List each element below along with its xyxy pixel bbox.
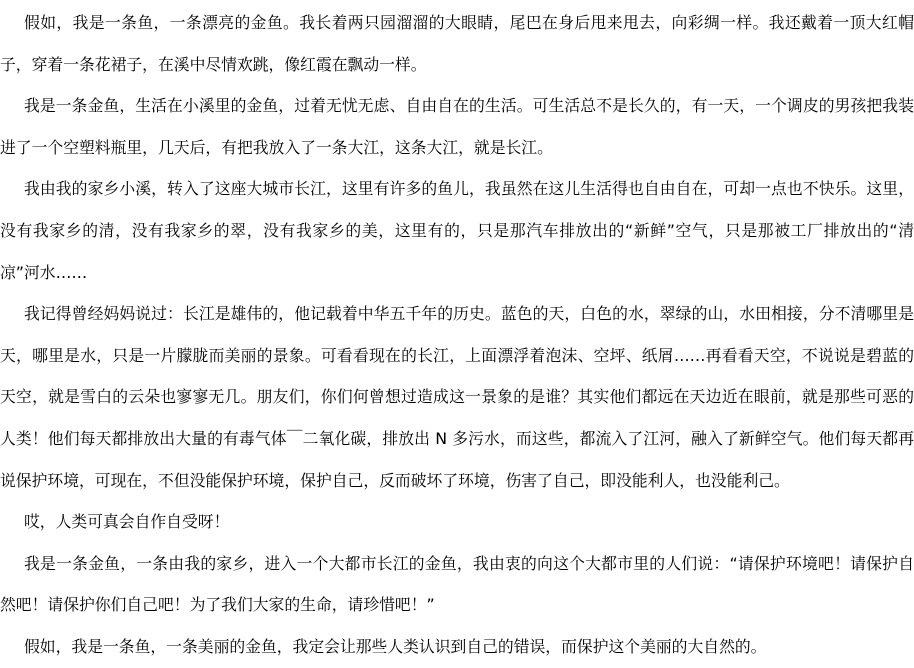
paragraph-2: 我是一条金鱼，生活在小溪里的金鱼，过着无忧无虑、自由自在的生活。可生活总不是长久的，有一天，一个调皮的男孩把我装进了一个空塑料瓶里，几天后，有把我放入了一条大江，这条大江，就是长江。 (0, 96, 914, 157)
paragraph-7: 假如，我是一条鱼，一条美丽的金鱼，我定会让那些人类认识到自己的错误，而保护这个美丽的大自然的。 (24, 636, 767, 656)
paragraph-6: 我是一条金鱼，一条由我的家乡，进入一个大都市长江的金鱼，我由衷的向这个大都市里的人们说：“请保护环境吧！请保护自然吧！请保护你们自己吧！为了我们大家的生命，请珍惜吧！” (0, 553, 914, 615)
paragraph-1: 假如，我是一条鱼，一条漂亮的金鱼。我长着两只园溜溜的大眼睛，尾巴在身后甩来甩去，向彩绸一样。我还戴着一顶大红帽子，穿着一条花裙子，在溪中尽情欢跳，像红霞在飘动一样。 (0, 13, 914, 74)
paragraph-3: 我由我的家乡小溪，转入了这座大城市长江，这里有许多的鱼儿，我虽然在这儿生活得也自由自在，可却一点也不快乐。这里，没有我家乡的清，没有我家乡的翠，没有我家乡的美，这里有的，只是那汽车排放出的“新鲜”空气，只是那被工厂排放出的“清凉”河水…… (0, 179, 914, 282)
paragraph-4: 我记得曾经妈妈说过：长江是雄伟的，他记载着中华五千年的历史。蓝色的天，白色的水，翠绿的山，水田相接，分不清哪里是天，哪里是水，只是一片朦胧而美丽的景象。可看看现在的长江，上面漂浮着泡沫、空坪、纸屑……再看看天空，不说说是碧蓝的天空，就是雪白的云朵也寥寥无几。朋友们，你们何曾想过造成这一景象的是谁？其实他们都远在天边近在眼前，就是那些可恶的人类！他们每天都排放出大量的有毒气体￣二氧化碳，排放出 N 多污水，而这些，都流入了江河，融入了新鲜空气。他们每天都再说保护环境，可现在，不但没能保护环境，保护自己，反而破坏了环境，伤害了自己，即没能利人，也没能利己。 (0, 304, 914, 490)
paragraph-5: 哎，人类可真会自作自受呀！ (24, 512, 230, 532)
